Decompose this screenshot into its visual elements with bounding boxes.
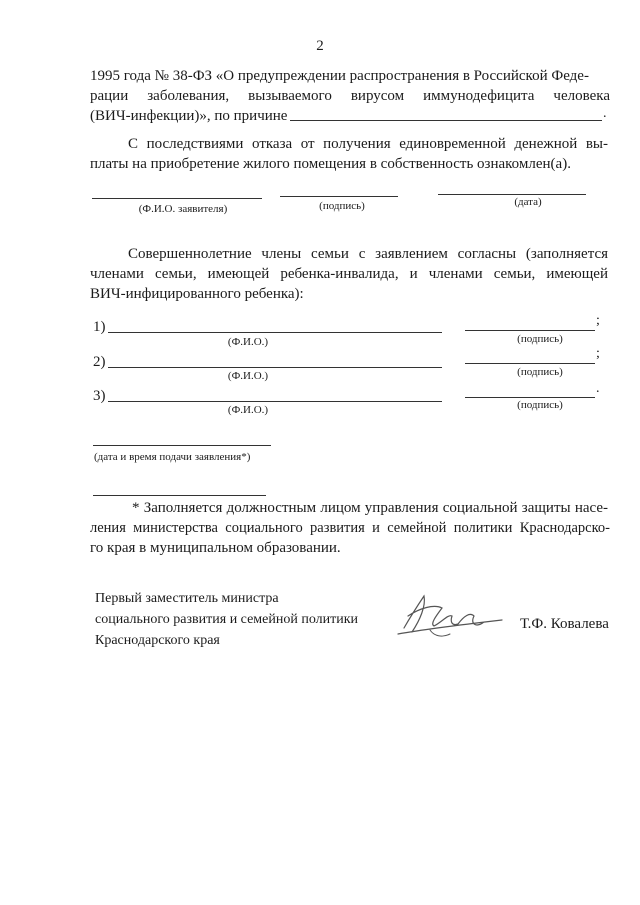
- footnote-line-3: го края в муниципальном образовании.: [90, 540, 341, 556]
- consequences-line-1: С последствиями отказа от получения единовременной денежной вы-: [128, 136, 608, 152]
- signatory-title-line-3: Краснодарского края: [95, 633, 220, 648]
- family-row-3-fio-caption: (Ф.И.О.): [227, 404, 269, 416]
- page-number: 2: [316, 38, 324, 54]
- family-row-1-fio-caption: (Ф.И.О.): [227, 336, 269, 348]
- intro-line-3: (ВИЧ-инфекции)», по причине: [90, 108, 288, 124]
- consequences-line-2: платы на приобретение жилого помещения в собственность ознакомлен(а).: [90, 156, 571, 172]
- family-line-2: членами семьи, имеющей ребенка-инвалида, и членами семьи, имеющей: [90, 266, 608, 282]
- family-row-3-signature-line[interactable]: [465, 397, 595, 398]
- signatory-title-line-2: социального развития и семейной политики: [95, 612, 359, 627]
- family-row-1-end-mark: ;: [596, 313, 600, 328]
- footnote-separator: [93, 495, 266, 496]
- family-row-1-fio-line[interactable]: [108, 332, 442, 333]
- applicant-date-caption: (дата): [514, 196, 542, 208]
- family-row-2-signature-line[interactable]: [465, 363, 595, 364]
- applicant-signature-line[interactable]: [280, 196, 398, 197]
- family-row-2-end-mark: ;: [596, 346, 600, 361]
- signatory-name: Т.Ф. Ковалева: [520, 616, 609, 632]
- submission-datetime-line[interactable]: [93, 445, 271, 446]
- footnote-line-1: * Заполняется должностным лицом управления социальной защиты насе-: [132, 500, 608, 516]
- family-row-3-end-mark: .: [596, 381, 600, 396]
- family-line-3: ВИЧ-инфицированного ребенка):: [90, 286, 304, 302]
- applicant-date-line[interactable]: [438, 194, 586, 195]
- handwritten-signature: [390, 586, 508, 648]
- family-row-2-signature-caption: (подпись): [517, 366, 563, 378]
- family-row-2-fio-line[interactable]: [108, 367, 442, 368]
- submission-caption: (дата и время подачи заявления*): [94, 451, 251, 463]
- applicant-fio-line[interactable]: [92, 198, 262, 199]
- applicant-signature-caption: (подпись): [319, 200, 365, 212]
- family-row-1-signature-line[interactable]: [465, 330, 595, 331]
- applicant-fio-caption: (Ф.И.О. заявителя): [138, 203, 228, 215]
- intro-line-2: рации заболевания, вызываемого вирусом иммунодефицита человека: [90, 88, 610, 104]
- reason-field-line[interactable]: [290, 120, 602, 121]
- family-row-number: 1): [93, 319, 106, 335]
- family-line-1: Совершеннолетние члены семьи с заявлением согласны (заполняется: [128, 246, 608, 262]
- footnote-line-2: ления министерства социального развития и семейной политики Краснодарско-: [90, 520, 610, 536]
- reason-end-mark: .: [603, 106, 607, 121]
- signatory-title-line-1: Первый заместитель министра: [95, 591, 279, 606]
- family-row-1-signature-caption: (подпись): [517, 333, 563, 345]
- family-row-3-fio-line[interactable]: [108, 401, 442, 402]
- family-row-2-fio-caption: (Ф.И.О.): [227, 370, 269, 382]
- family-row-3-signature-caption: (подпись): [517, 399, 563, 411]
- family-row-number: 2): [93, 354, 106, 370]
- family-row-number: 3): [93, 388, 106, 404]
- intro-line-1: 1995 года № 38-ФЗ «О предупреждении распространения в Российской Феде-: [90, 68, 589, 84]
